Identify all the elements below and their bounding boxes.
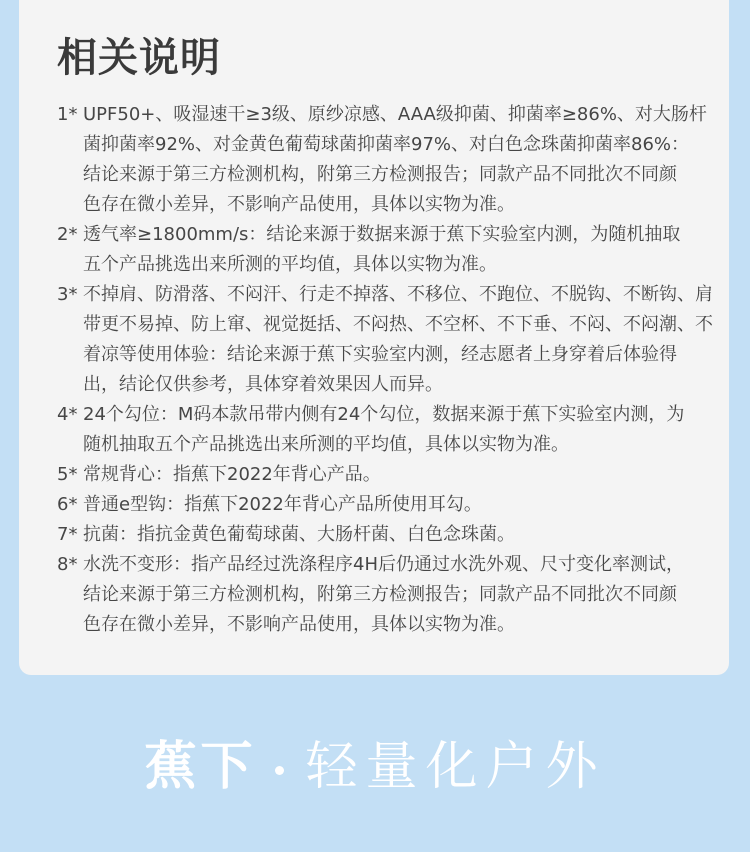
separator-dot bbox=[275, 766, 284, 775]
note-item bbox=[57, 220, 733, 280]
note-number: 4* bbox=[57, 404, 78, 425]
note-text: 常规背心：指蕉下2022年背心产品。 bbox=[83, 464, 381, 485]
note-text: 24个勾位：M码本款吊带内侧有24个勾位，数据来源于蕉下实验室内测，为 随机抽取五个产品挑选出来所测的平均值，具体以实物为准。 bbox=[83, 404, 685, 455]
note-number: 5* bbox=[57, 464, 78, 485]
note-item bbox=[57, 280, 733, 400]
note-item bbox=[57, 400, 733, 460]
note-text: UPF50+、吸湿速干≥3级、原纱凉感、AAA级抑菌、抑菌率≥86%、对大肠杆 菌抑菌率92%、对金黄色葡萄球菌抑菌率97%、对白色念珠菌抑菌率86%： 结论来源于第三方检测机构，附第三方检测报告；同款产品不同批次不同颜 色存在微小差异，不影响产品使用，具体以实物为准。 bbox=[83, 104, 707, 215]
note-text: 不掉肩、防滑落、不闷汗、行走不掉落、不移位、不跑位、不脱钩、不断钩、肩 带更不易掉、防上窜、视觉挺括、不闷热、不空杯、不下垂、不闷、不闷潮、不 着凉等使用体验：结论来源于蕉下实验室内测，经志愿者上身穿着后体验得 出，结论仅供参考，具体穿着效果因人而异。 bbox=[83, 284, 713, 395]
notes-card bbox=[19, 0, 729, 675]
note-item bbox=[57, 550, 733, 640]
note-item bbox=[57, 460, 733, 490]
note-text: 普通e型钩：指蕉下2022年背心产品所使用耳勾。 bbox=[83, 494, 482, 515]
brand-slogan: 轻量化户外 bbox=[305, 737, 606, 797]
note-text: 水洗不变形：指产品经过洗涤程序4H后仍通过水洗外观、尺寸变化率测试， 结论来源于第三方检测机构，附第三方检测报告；同款产品不同批次不同颜 色存在微小差异，不影响产品使用，具体以实物为准。 bbox=[83, 554, 684, 635]
note-number: 3* bbox=[57, 284, 78, 305]
section-title: 相关说明 bbox=[57, 35, 221, 81]
note-number: 7* bbox=[57, 524, 78, 545]
note-text: 抗菌：指抗金黄色葡萄球菌、大肠杆菌、白色念珠菌。 bbox=[83, 524, 515, 545]
brand-name: 蕉下 bbox=[144, 737, 257, 797]
note-number: 6* bbox=[57, 494, 78, 515]
note-item bbox=[57, 100, 733, 220]
note-text: 透气率≥1800mm/s：结论来源于数据来源于蕉下实验室内测，为随机抽取 五个产品挑选出来所测的平均值，具体以实物为准。 bbox=[83, 224, 681, 275]
note-number: 1* bbox=[57, 104, 78, 125]
note-item bbox=[57, 490, 733, 520]
note-number: 2* bbox=[57, 224, 78, 245]
notes-list bbox=[57, 100, 733, 640]
brand-footer bbox=[0, 727, 750, 807]
note-number: 8* bbox=[57, 554, 78, 575]
note-item bbox=[57, 520, 733, 550]
